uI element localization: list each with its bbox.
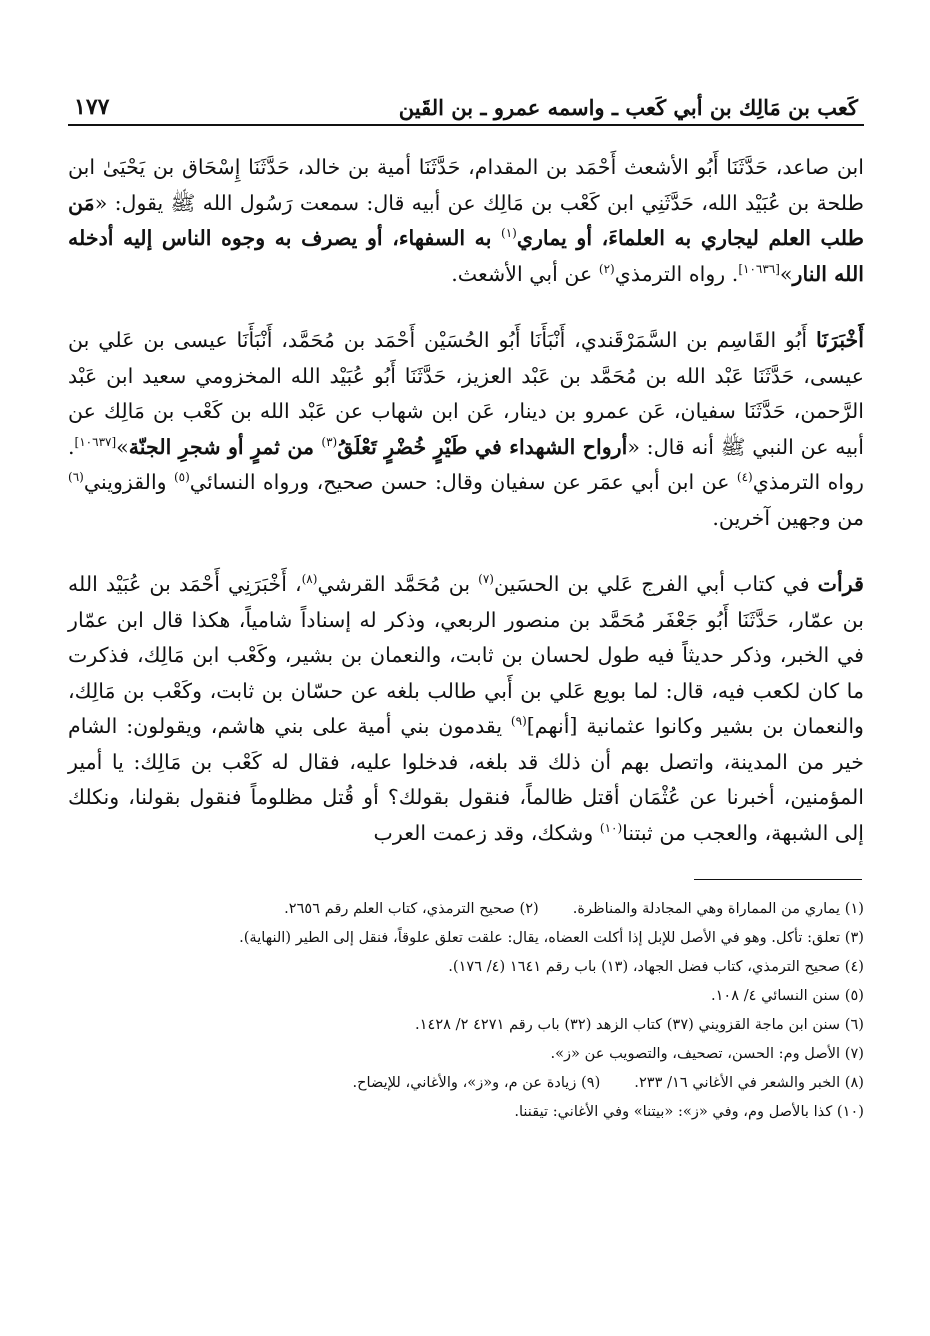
footnote: (٨) الخبر والشعر في الأغاني ١٦/ ٢٣٣. bbox=[634, 1074, 864, 1091]
footnote-row bbox=[68, 1097, 864, 1126]
footnote-row bbox=[68, 894, 864, 923]
paragraph-2 bbox=[68, 323, 864, 536]
page-number: ١٧٧ bbox=[74, 94, 110, 120]
paragraph-3 bbox=[68, 567, 864, 851]
footnote-ref: (٦) bbox=[68, 470, 84, 485]
footnote: (٢) صحيح الترمذي، كتاب العلم رقم ٢٦٥٦. bbox=[284, 900, 539, 917]
text: والقزويني bbox=[83, 470, 174, 494]
page-body bbox=[68, 150, 864, 851]
footnote-ref: (٨) bbox=[301, 572, 318, 587]
footnote-ref: (٧) bbox=[478, 572, 494, 587]
text: من وجهين آخرين. bbox=[712, 505, 864, 530]
hadith-text: مَن طلب العلم ليجاري به العلماءَ، أو يماري bbox=[68, 190, 864, 250]
text: . رواه الترمذي bbox=[68, 434, 864, 494]
text: عن ابن أبي عمَر عن سفيان وقال: حسن صحيح، ورواه النسائي bbox=[189, 470, 737, 494]
text: . رواه الترمذي bbox=[614, 261, 739, 286]
footnote: (١٠) كذا بالأصل وم، وفي «ز»: «بيتنا» وفي الأغاني: تيقننا. bbox=[514, 1103, 864, 1120]
footnote: (٤) صحيح الترمذي، كتاب فضل الجهاد، (١٣) باب رقم ١٦٤١ (٤/ ١٧٦). bbox=[448, 958, 864, 975]
footnote-ref: (٤) bbox=[736, 470, 753, 485]
footnote-ref: (٥) bbox=[173, 470, 190, 485]
footnote-ref: (١) bbox=[501, 226, 517, 241]
text: عن أبي الأشعث. bbox=[451, 261, 599, 286]
hadith-number: [١٠٦٣٧] bbox=[74, 434, 117, 449]
page-header bbox=[68, 78, 864, 126]
text: » bbox=[779, 261, 793, 286]
footnote-ref: (٣) bbox=[321, 434, 338, 449]
footnote-row bbox=[68, 923, 864, 952]
footnote-row bbox=[68, 1010, 864, 1039]
footnote: (٥) سنن النسائي ٤/ ١٠٨. bbox=[710, 987, 864, 1004]
footnotes bbox=[68, 894, 864, 1126]
footnote: (١) يماري من المماراة وهي المجادلة والمناظرة. bbox=[572, 900, 864, 917]
footnote-row bbox=[68, 1068, 864, 1097]
footnote-row bbox=[68, 952, 864, 981]
text: في كتاب أبي الفرج عَلي بن الحسَين bbox=[493, 572, 818, 596]
footnote-row bbox=[68, 981, 864, 1010]
text: ابن صاعد، حَدَّثَنَا أَبُو الأشعث أَحْمَد بن المقدام، حَدَّثَنَا أمية بن خالد، حَدَّثَنَا إِسْحَاق بن يَحْيَىٰ ابن طلحة بن عُبَيْد الله، حَدَّثَنِي ابن كَعْب بن مَالِك عن أبيه قال: سمعت رَسُول الله ﷺ يقول: « bbox=[68, 155, 864, 215]
hadith-number: [١٠٦٣٦] bbox=[738, 261, 780, 276]
footnote-ref: (١٠) bbox=[599, 820, 623, 835]
text: يقدمون بني أمية على بني هاشم، ويقولون: الشام خير من المدينة، واتصل بهم أن ذلك قد بلغه، فدخلوا عليه، فقال له كَعْب بن مَالِك: يا أمير المؤمنين، أخبرنا عن عُثْمَان أقتل ظالماً، فنقول بقولك؟ أو قُتل مظلوماً فنقول بقولنا، ونكلك إلى الشبهة، والعجب من ثبتنا bbox=[68, 714, 864, 845]
text: بن مُحَمَّد القرشي bbox=[317, 572, 479, 596]
text: ، أَخْبَرَنِي أَحْمَد بن عُبَيْد الله بن عمّار، حَدَّثَنَا أَبُو جَعْفَر مُحَمَّد بن منصور الربعي، وذكر له إسناداً شامياً، هكذا قال ابن عمّار في الخبر، وذكر حديثاً فيه طول لحسان بن ثابت، والنعمان بن بشير، وكَعْب ابن مَالِك، فذكرت ما كان لكعب فيه، قال: لما بويع عَلي بن أَبي طالب بلغه عن حسّان بن ثابت، وكَعْب بن مَالِك، والنعمان بن بشير وكانوا عثمانية [أنهم] bbox=[68, 572, 864, 738]
lead-word: قرأت bbox=[817, 572, 864, 596]
text: » bbox=[116, 434, 129, 459]
footnote-separator bbox=[694, 879, 862, 880]
footnote-ref: (٩) bbox=[510, 714, 527, 729]
text: أَبُو القَاسِم بن السَّمَرْقَندي، أَنْبَأَنَا أَبُو الحُسَيْن أَحْمَد بن مُحَمَّد، أَنْبَأَنَا عيسى بن عَلي بن عيسى، حَدَّثَنَا عَبْد الله بن مُحَمَّد بن عَبْد العزيز، حَدَّثَنَا أَبُو عُبَيْد الله المخزومي سعيد ابن عَبْد الرَّحمن، حَدَّثَنَا سفيان، عَن عمرو بن دينار، عَن ابن شهاب عن عَبْد الله بن كَعْب بن مَالِك عن أبيه عن النبي ﷺ أنه قال: « bbox=[68, 328, 865, 459]
footnote: (٦) سنن ابن ماجة القزويني (٣٧) كتاب الزهد (٣٢) باب رقم ٤٢٧١ ٢/ ١٤٢٨. bbox=[415, 1016, 864, 1033]
hadith-text: من ثمرٍ أو شجرِ الجنّة bbox=[128, 434, 322, 459]
footnote: (٩) زيادة عن م، و«ز»، والأغاني، للإيضاح. bbox=[352, 1074, 601, 1091]
footnote-ref: (٢) bbox=[598, 261, 615, 276]
hadith-text: أرواح الشهداء في طَيْرٍ خُضْرٍ تَعْلَقُ bbox=[337, 434, 628, 459]
lead-word: أَخْبَرَنَا bbox=[815, 328, 864, 352]
paragraph-1 bbox=[68, 150, 864, 292]
running-head: كَعب بن مَالِك بن أبي كَعب ـ واسمه عمرو ـ بن القَين bbox=[398, 95, 858, 120]
footnote-row bbox=[68, 1039, 864, 1068]
text: وشكك، وقد زعمت العرب bbox=[373, 820, 600, 845]
footnote: (٧) الأصل وم: الحسن، تصحيف، والتصويب عن «ز». bbox=[550, 1045, 864, 1062]
footnote: (٣) تعلق: تأكل. وهو في الأصل للإبل إذا أكلت العضاه، يقال: علقت تعلق علوقاً، فنقل إلى الطير (النهاية). bbox=[239, 929, 864, 946]
hadith-text: به السفهاء، أو يصرف به وجوه الناس إليه أدخله الله النار bbox=[68, 226, 864, 286]
book-page bbox=[68, 78, 864, 1126]
